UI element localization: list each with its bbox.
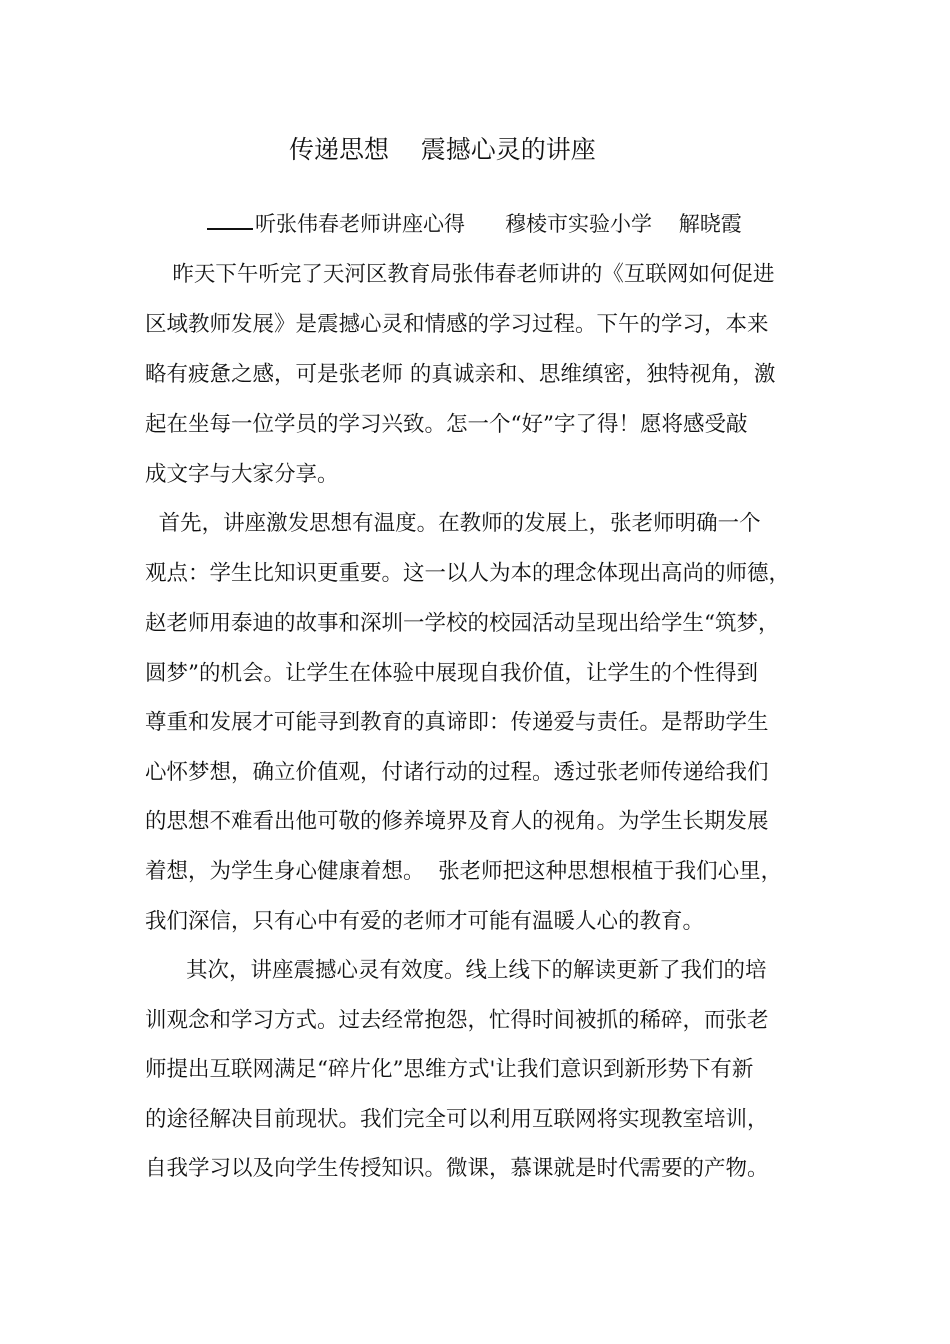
body-line: 略有疲惫之感，可是张老师 的真诚亲和、思维缜密，独特视角，激 <box>145 362 776 387</box>
body-line: 的思想不难看出他可敬的修养境界及育人的视角。为学生长期发展 <box>145 809 769 834</box>
body-line: 圆梦”的机会。让学生在体验中展现自我价值，让学生的个性得到 <box>145 661 758 686</box>
body-line: 成文字与大家分享。 <box>145 462 339 487</box>
subtitle-text: 听张伟春老师讲座心得 穆棱市实验小学 解晓霞 <box>255 212 742 236</box>
body-line: 区域教师发展》是震撼心灵和情感的学习过程。下午的学习，本来 <box>145 312 769 337</box>
body-line: 赵老师用泰迪的故事和深圳一学校的校园活动呈现出给学生“筑梦， <box>145 611 780 636</box>
body-line: 首先，讲座激发思想有温度。在教师的发展上，张老师明确一个 <box>145 511 761 536</box>
body-line: 观点：学生比知识更重要。这一以人为本的理念体现出高尚的师德， <box>145 561 791 586</box>
body-line: 自我学习以及向学生传授知识。微课，慕课就是时代需要的产物。 <box>145 1156 769 1181</box>
body-line: 尊重和发展才可能寻到教育的真谛即：传递爱与责任。是帮助学生 <box>145 710 769 735</box>
body-line: 师提出互联网满足“碎片化”思维方式'让我们意识到新形势下有新 <box>145 1057 754 1082</box>
body-line: 我们深信，只有心中有爱的老师才可能有温暖人心的教育。 <box>145 909 705 934</box>
body-line: 着想，为学生身心健康着想。 张老师把这种思想根植于我们心里， <box>145 859 783 884</box>
body-line: 其次，讲座震撼心灵有效度。线上线下的解读更新了我们的培 <box>145 958 767 983</box>
body-line: 昨天下午听完了天河区教育局张伟春老师讲的《互联网如何促进 <box>145 262 775 287</box>
body-line: 训观念和学习方式。过去经常抱怨，忙得时间被抓的稀碎，而张老 <box>145 1008 769 1033</box>
body-line: 的途径解决目前现状。我们完全可以利用互联网将实现教室培训， <box>145 1107 769 1132</box>
body-line: 起在坐每一位学员的学习兴致。怎一个“好”字了得！愿将感受敲 <box>145 412 748 437</box>
document-title: 传递思想 震撼心灵的讲座 <box>289 135 596 164</box>
document-subtitle <box>207 208 742 240</box>
subtitle-rule <box>207 208 253 230</box>
body-line: 心怀梦想，确立价值观，付诸行动的过程。透过张老师传递给我们 <box>145 760 769 785</box>
